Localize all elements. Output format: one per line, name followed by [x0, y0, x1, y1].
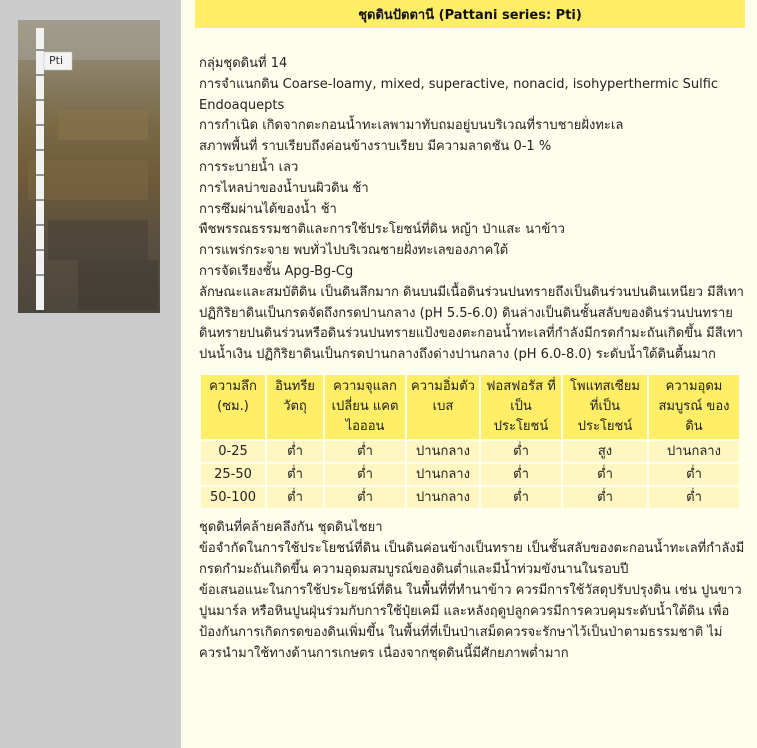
permeability: การซึมผ่านได้ของน้ำ ช้า [199, 201, 337, 217]
table-cell: ต่ำ [563, 464, 647, 485]
table-cell: ปานกลาง [407, 464, 479, 485]
col-header-base-saturation: ความอิ่มตัว เบส [407, 375, 479, 439]
soil-fertility-table [199, 373, 741, 510]
table-header-row [201, 375, 739, 439]
similar-soils: ชุดดินที่คล้ายคลึงกัน ชุดดินไชยา [199, 520, 383, 535]
table-cell: ต่ำ [649, 487, 739, 508]
terrain: สภาพพื้นที่ ราบเรียบถึงค่อนข้างราบเรียบ มีความลาดชัน 0-1 % [199, 139, 552, 155]
vegetation-land-use: พืชพรรณธรรมชาติและการใช้ประโยชน์ที่ดิน หญ้า ป่าแสะ นาข้าว [199, 222, 565, 238]
soil-properties: ลักษณะและสมบัติดิน เป็นดินลึกมาก ดินบนมีเนื้อดินร่วนปนทรายถึงเป็นดินร่วนปนดินเหนียว มีสีเทา ปฏิกิริยาดินเป็นกรดจัดถึงกรดปานกลาง (pH 5.5-6.0) ดินล่างเป็นดินชั้นสลับของดินร่วนปนทราย ดินทรายปนดินร่วนหรือดินร่วนปนทรายแป้งของตะกอนน้ำทะเลที่กำลังมีกรดกำมะถันเกิดขึ้น มีสีเทา ปนน้ำเงิน ปฏิกิริยาดินเป็นกรดปานกลางถึงด่างปานกลาง (pH 6.0-8.0) ระดับน้ำใต้ดินตื้นมาก [199, 284, 744, 363]
col-header-organic-matter: อินทรีย วัตถุ [267, 375, 323, 439]
soil-notes [199, 517, 745, 664]
surface-runoff: การไหลบ่าของน้ำบนผิวดิน ช้า [199, 180, 369, 196]
table-cell: ต่ำ [563, 487, 647, 508]
col-header-fertility: ความอุดม สมบูรณ์ ของดิน [649, 375, 739, 439]
table-cell: ปานกลาง [649, 441, 739, 462]
drainage: การระบายน้ำ เลว [199, 159, 299, 175]
table-cell: ต่ำ [267, 464, 323, 485]
soil-profile-photo [18, 20, 160, 313]
horizon-sequence: การจัดเรียงชั้น Apg-Bg-Cg [199, 263, 354, 279]
page-title [195, 0, 745, 28]
land-use-recommendations: ข้อเสนอแนะในการใช้ประโยชน์ที่ดิน ในพื้นที่ที่ทำนาข้าว ควรมีการใช้วัสดุปรับปรุงดิน เช่น ปูนขาว ปูนมาร์ล หรือหินปูนฝุ่นร่วมกับการใช้ปุ๋ยเคมี และหลังฤดูปลูกควรมีการควบคุมระดับน้ำใต้ดิน เพื่อป้องกันการเกิดกรดของดินเพิ่มขึ้น ในพื้นที่ที่เป็นป่าเสม็ดควรจะรักษาไว้เป็นป่าตามธรรมชาติ ไม่ควรนำมาใช้ทางด้านการเกษตร เนื่องจากชุดดินนี้มีศักยภาพต่ำมาก [199, 583, 742, 661]
table-cell: สูง [563, 441, 647, 462]
table-cell: ปานกลาง [407, 487, 479, 508]
table-row [201, 487, 739, 508]
col-header-potassium: โพแทสเซียม ที่เป็นประโยชน์ [563, 375, 647, 439]
soil-origin: การกำเนิด เกิดจากตะกอนน้ำทะเลพามาทับถมอยู่บนบริเวณที่ราบชายฝั่งทะเล [199, 118, 624, 134]
table-cell: ปานกลาง [407, 441, 479, 462]
soil-group: กลุ่มชุดดินที่ 14 [199, 56, 288, 71]
soil-description [199, 54, 745, 366]
table-cell: 0-25 [201, 441, 265, 462]
table-cell: ต่ำ [481, 441, 561, 462]
col-header-depth: ความลึก (ซม.) [201, 375, 265, 439]
table-cell: ต่ำ [481, 464, 561, 485]
distribution: การแพร่กระจาย พบทั่วไปบริเวณชายฝั่งทะเลของภาคใต้ [199, 243, 509, 259]
page-title-text: ชุดดินปัตตานี (Pattani series: Pti) [358, 7, 582, 23]
table-row [201, 464, 739, 485]
photo-label: Pti [49, 54, 64, 67]
left-panel [0, 0, 181, 748]
table-cell: ต่ำ [267, 441, 323, 462]
table-cell: ต่ำ [325, 441, 405, 462]
col-header-phosphorus: ฟอสฟอรัส ที่เป็น ประโยชน์ [481, 375, 561, 439]
table-cell: ต่ำ [325, 464, 405, 485]
soil-classification: การจำแนกดิน Coarse-loamy, mixed, superactive, nonacid, isohyperthermic Sulfic Endoaquepts [199, 76, 719, 113]
table-cell: 25-50 [201, 464, 265, 485]
table-cell: ต่ำ [649, 464, 739, 485]
table-row [201, 441, 739, 462]
table-cell: ต่ำ [325, 487, 405, 508]
table-cell: 50-100 [201, 487, 265, 508]
col-header-cec: ความจุแลก เปลี่ยน แคตไอออน [325, 375, 405, 439]
content-area [181, 0, 757, 748]
table-cell: ต่ำ [481, 487, 561, 508]
land-use-limitations: ข้อจำกัดในการใช้ประโยชน์ที่ดิน เป็นดินค่อนข้างเป็นทราย เป็นชั้นสลับของตะกอนน้ำทะเลที่กำลังมีกรดกำมะถันเกิดขึ้น ความอุดมสมบูรณ์ของดินต่ำและมีน้ำท่วมขังนานในรอบปี [199, 541, 745, 577]
table-cell: ต่ำ [267, 487, 323, 508]
